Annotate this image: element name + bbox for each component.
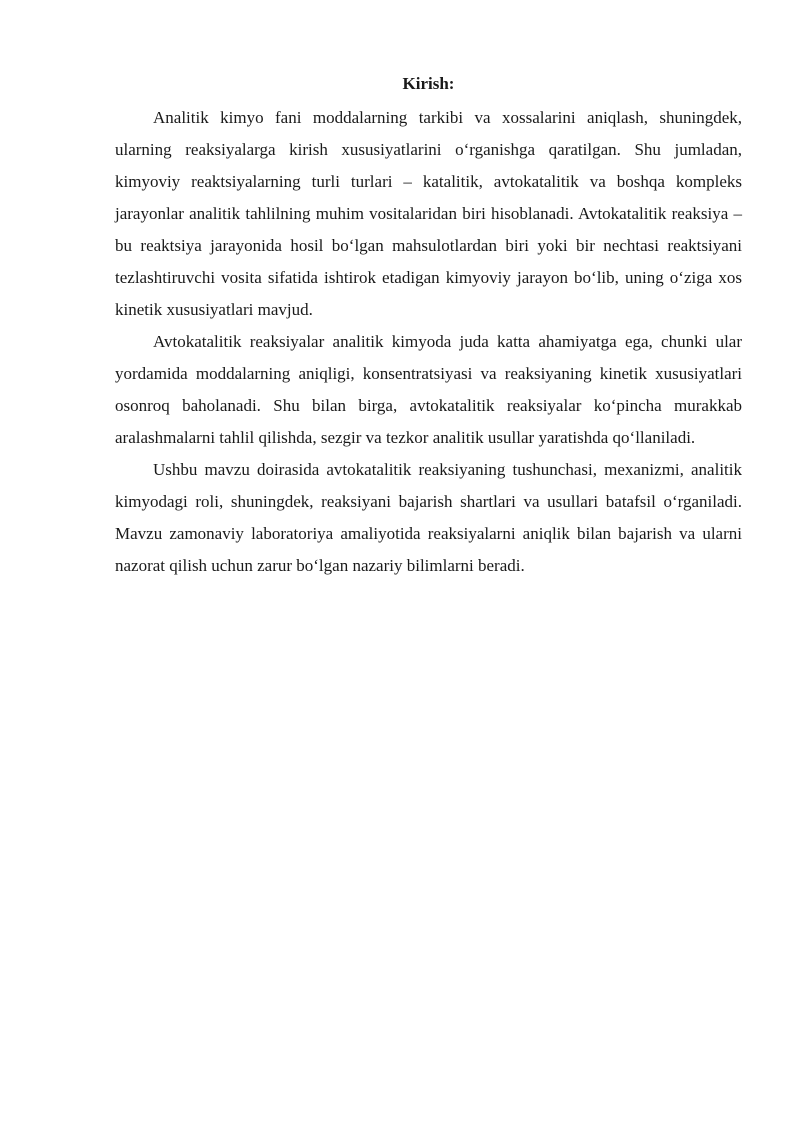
paragraph-1: Analitik kimyo fani moddalarning tarkibi va xossalarini aniqlash, shuningdek, ularning reaksiyalarga kirish xususiyatlarini o‘rganishga qaratilgan. Shu jumladan, kimyoviy reaktsiyalarning turli turlari – katalitik, avtokatalitik va boshqa kompleks jarayonlar analitik tahlilning muhim vositalaridan biri hisoblanadi. Avtokatalitik reaksiya – bu reaktsiya jarayonida hosil bo‘lgan mahsulotlardan biri yoki bir nechtasi reaktsiyani tezlashtiruvchi vosita sifatida ishtirok etadigan kimyoviy jarayon bo‘lib, uning o‘ziga xos kinetik xususiyatlari mavjud. — [115, 108, 742, 319]
paragraph-2: Avtokatalitik reaksiyalar analitik kimyoda juda katta ahamiyatga ega, chunki ular yordamida moddalarning aniqligi, konsentratsiyasi va reaksiyaning kinetik xususiyatlari osonroq baholanadi. Shu bilan birga, avtokatalitik reaksiyalar ko‘pincha murakkab aralashmalarni tahlil qilishda, sezgir va tezkor analitik usullar yaratishda qo‘llaniladi. — [115, 332, 742, 447]
section-heading: Kirish: — [402, 74, 455, 93]
paragraph-3: Ushbu mavzu doirasida avtokatalitik reaksiyaning tushunchasi, mexanizmi, analitik kimyodagi roli, shuningdek, reaksiyani bajarish shartlari va usullari batafsil o‘rganiladi. Mavzu zamonaviy laboratoriya amaliyotida reaksiyalarni aniqlik bilan bajarish va ularni nazorat qilish uchun zarur bo‘lgan nazariy bilimlarni beradi. — [115, 460, 742, 575]
page-content — [115, 72, 742, 582]
